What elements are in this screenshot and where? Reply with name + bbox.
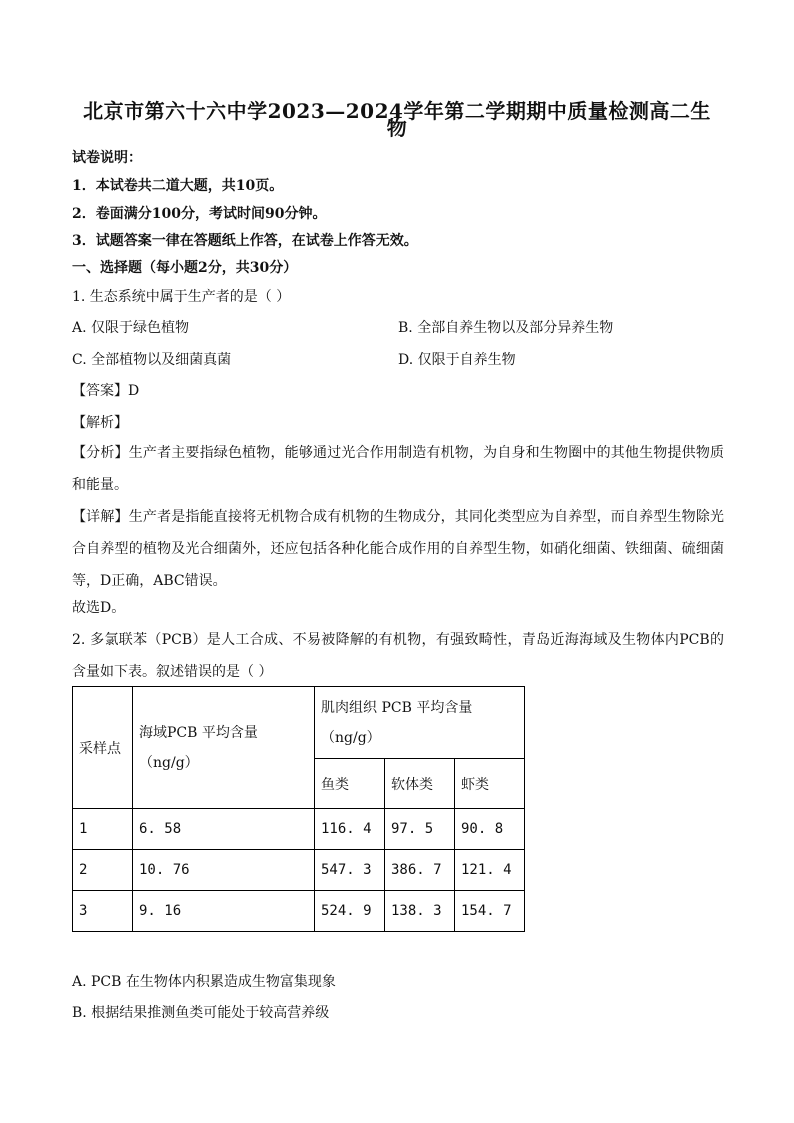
option-d: D. 仅限于自养生物 (398, 352, 516, 368)
option-b: B. 根据结果推测鱼类可能处于较高营养级 (72, 1005, 330, 1021)
option-a: A. 仅限于绿色植物 (72, 320, 190, 336)
table-row (73, 850, 525, 891)
header-fish: 鱼类 (315, 759, 385, 809)
header-mollusc: 软体类 (385, 759, 455, 809)
header-muscle-pcb: 肌肉组织 PCB 平均含量（ng/g） (315, 687, 525, 759)
analysis-label: 【解析】 (72, 415, 128, 431)
instructions-heading: 试卷说明： (72, 150, 142, 166)
table-cell: 97. 5 (385, 809, 455, 850)
table-cell: 3 (73, 891, 133, 932)
table-cell: 138. 3 (385, 891, 455, 932)
header-shrimp: 虾类 (455, 759, 525, 809)
option-b: B. 全部自养生物以及部分异养生物 (398, 320, 614, 336)
header-site: 采样点 (73, 687, 133, 809)
table-cell: 1 (73, 809, 133, 850)
pcb-table (72, 686, 525, 932)
table-cell: 6. 58 (133, 809, 315, 850)
instruction-item: 2．卷面满分100分，考试时间90分钟。 (72, 206, 327, 222)
table-cell: 386. 7 (385, 850, 455, 891)
table-row (73, 891, 525, 932)
table-cell: 547. 3 (315, 850, 385, 891)
instruction-item: 1．本试卷共二道大题，共10页。 (72, 178, 284, 194)
table-cell: 9. 16 (133, 891, 315, 932)
table-row (73, 809, 525, 850)
table-cell: 90. 8 (455, 809, 525, 850)
conclusion-text: 故选D。 (72, 600, 126, 616)
table-cell: 116. 4 (315, 809, 385, 850)
question-stem: 2. 多氯联苯（PCB）是人工合成、不易被降解的有机物，有强致畸性，青岛近海海域及生物体内PCB的含量如下表。叙述错误的是（ ） (72, 632, 724, 680)
table-cell: 121. 4 (455, 850, 525, 891)
exam-title-continued: 物 (386, 116, 408, 140)
table-cell: 154. 7 (455, 891, 525, 932)
exam-title: 北京市第六十六中学2023—2024学年第二学期期中质量检测高二生 (83, 99, 711, 123)
table-cell: 10. 76 (133, 850, 315, 891)
analysis-text: 【分析】生产者主要指绿色植物，能够通过光合作用制造有机物，为自身和生物圈中的其他生物提供物质和能量。 (72, 445, 724, 493)
table-cell: 524. 9 (315, 891, 385, 932)
option-a: A. PCB 在生物体内积累造成生物富集现象 (72, 974, 336, 990)
option-c: C. 全部植物以及细菌真菌 (72, 352, 232, 368)
header-sea-pcb: 海域PCB 平均含量（ng/g） (133, 687, 315, 809)
detail-text: 【详解】生产者是指能直接将无机物合成有机物的生物成分，其同化类型应为自养型，而自养型生物除光合自养型的植物及光合细菌外，还应包括各种化能合成作用的自养型生物，如硝化细菌、铁细菌、硫细菌等，D正确，ABC错误。 (72, 509, 724, 589)
instruction-item: 3．试题答案一律在答题纸上作答，在试卷上作答无效。 (72, 233, 418, 249)
question-stem: 1. 生态系统中属于生产者的是（ ） (72, 289, 291, 305)
table-cell: 2 (73, 850, 133, 891)
answer-line: 【答案】D (72, 383, 140, 399)
section-heading: 一、选择题（每小题2分，共30分） (72, 260, 298, 276)
